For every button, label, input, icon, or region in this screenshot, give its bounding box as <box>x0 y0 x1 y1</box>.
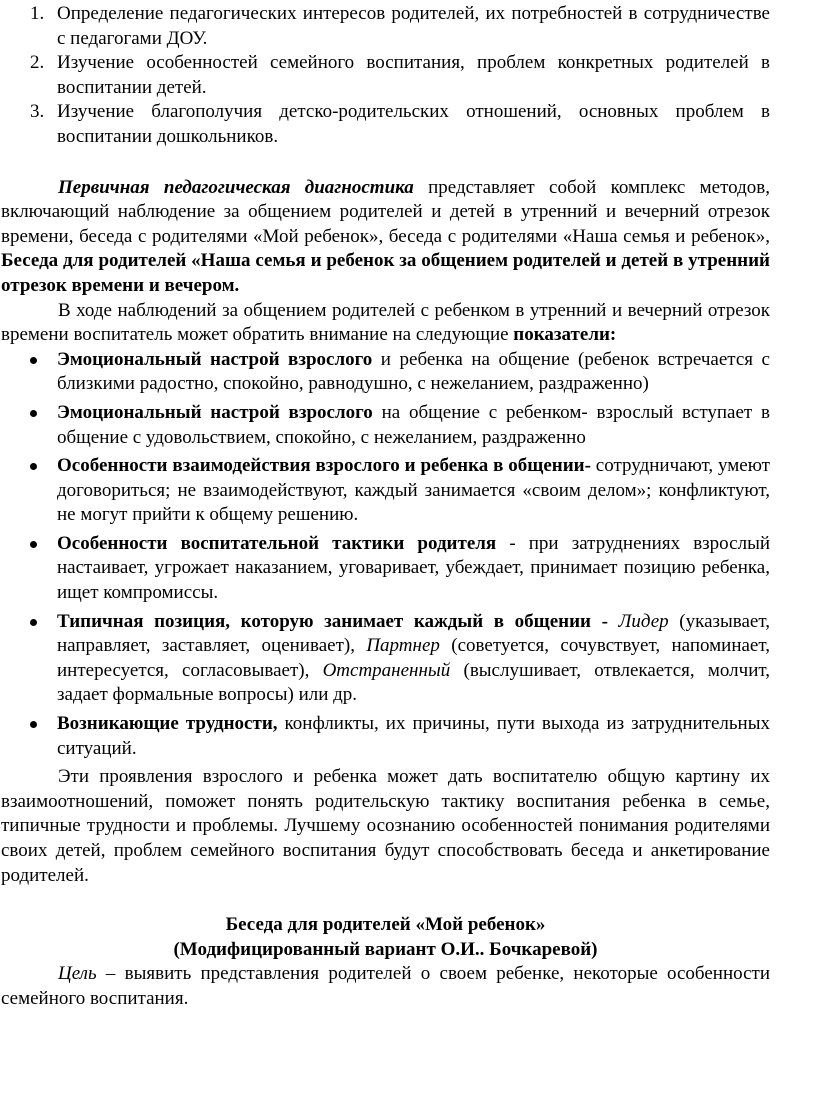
bullet-icon <box>30 410 37 417</box>
bullet-icon <box>30 541 37 548</box>
goal-label: Цель <box>58 963 97 985</box>
bullet-icon <box>30 619 37 626</box>
list-number: 3. <box>30 101 45 123</box>
list-item-text: Изучение благополучия детско-родительских отношений, основных проблем в воспитании дошкольников. <box>57 101 770 147</box>
list-number: 1. <box>30 3 45 24</box>
bullet-icon <box>30 357 37 364</box>
diagnostics-bold: Беседа для родителей «Наша семья и ребенок за общением родителей и детей в утренний отрезок времени и вечером. <box>1 250 770 296</box>
indicator-item: Эмоциональный настрой взрослого на общение с ребенком- взрослый вступает в общение с удовольствием, спокойно, с нежеланием, раздраженно <box>1 401 770 450</box>
observation-paragraph <box>1 299 770 348</box>
indicator-item: Возникающие трудности, конфликты, их причины, пути выхода из затруднительных ситуаций. <box>1 712 770 761</box>
observation-bold: показатели: <box>513 324 617 346</box>
indicator-item: Эмоциональный настрой взрослого и ребенка на общение (ребенок встречается с близкими радостно, спокойно, равнодушно, с нежеланием, раздраженно) <box>1 348 770 397</box>
summary-paragraph: Эти проявления взрослого и ребенка может дать воспитателю общую картину их взаимоотношений, поможет понять родительскую тактику воспитания ребенка в семье, типичные трудности и проблемы. Лучшему осознанию особенностей понимания родителями своих детей, проблем семейного воспитания будут способствовать беседа и анкетирование родителей. <box>1 766 770 886</box>
indicator-item: Особенности взаимодействия взрослого и ребенка в общении- сотрудничают, умеют договориться; не взаимодействуют, каждый занимается «своим делом»; конфликтуют, не могут прийти к общему решению. <box>1 454 770 528</box>
diagnostics-paragraph <box>1 176 770 299</box>
diagnostics-text: представляет собой комплекс методов, включающий наблюдение за общением родителей и детей в утренний и вечерний отрезок времени, беседа с родителями «Мой ребенок», беседа с родителями «Наша семья и ребенок», <box>1 176 770 247</box>
conversation-subtitle: (Модифицированный вариант О.И.. Бочкаревой) <box>173 938 598 960</box>
list-item <box>1 100 770 149</box>
goal-text: – выявить представления родителей о своем ребенке, некоторые особенности семейного воспитания. <box>1 963 770 1009</box>
indicator-item: Типичная позиция, которую занимает каждый в общении - Лидер (указывает, направляет, заставляет, оценивает), Партнер (советуется, сочувствует, напоминает, интересуется, согласовывает), Отстраненный (выслушивает, отвлекается, молчит, задает формальные вопросы) или др. <box>1 610 770 708</box>
conversation-title: Беседа для родителей «Мой ребенок» <box>225 914 546 936</box>
observation-text: В ходе наблюдений за общением родителей с ребенком в утренний и вечерний отрезок времени воспитатель может обратить внимание на следующие <box>1 299 770 346</box>
list-item <box>1 51 770 100</box>
goal-paragraph <box>1 962 770 1011</box>
list-number: 2. <box>30 52 45 74</box>
list-item-text: Определение педагогических интересов родителей, их потребностей в сотрудничестве с педагогами ДОУ. <box>57 3 770 49</box>
indicator-item: Особенности воспитательной тактики родителя - при затруднениях взрослый настаивает, угрожает наказанием, уговаривает, убеждает, принимает позицию ребенка, ищет компромиссы. <box>1 532 770 606</box>
list-item <box>1 2 770 51</box>
bullet-icon <box>30 463 37 470</box>
diagnostics-lead: Первичная педагогическая диагностика <box>58 176 414 198</box>
goals-list <box>1 2 770 150</box>
bullet-icon <box>30 721 37 728</box>
document-body <box>0 2 816 1012</box>
indicators-list <box>1 348 770 762</box>
list-item-text: Изучение особенностей семейного воспитания, проблем конкретных родителей в воспитании детей. <box>57 52 770 98</box>
